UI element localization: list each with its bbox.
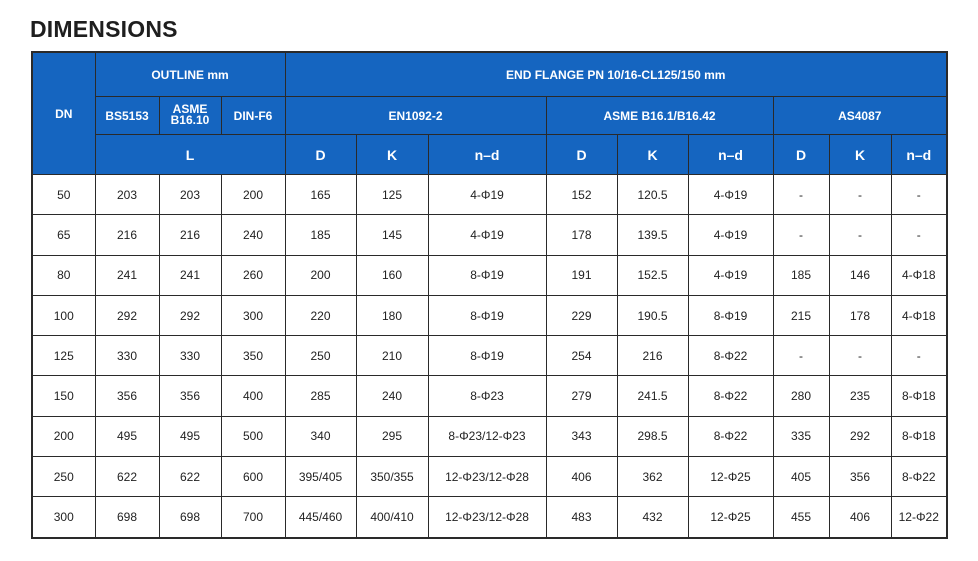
table-cell: 185 (773, 255, 829, 295)
table-cell: - (829, 336, 891, 376)
table-cell: 240 (356, 376, 428, 416)
table-cell: 125 (32, 336, 95, 376)
table-row (32, 175, 947, 215)
header-outline: OUTLINE mm (95, 52, 285, 97)
table-cell: 146 (829, 255, 891, 295)
table-cell: 292 (95, 295, 159, 335)
table-cell: 178 (546, 215, 617, 255)
table-cell: 8-Φ19 (688, 295, 773, 335)
table-cell: 200 (32, 416, 95, 456)
table-cell: 235 (829, 376, 891, 416)
table-cell: 12-Φ23/12-Φ28 (428, 457, 546, 497)
table-cell: 495 (95, 416, 159, 456)
table-cell: 8-Φ22 (688, 376, 773, 416)
header-as-nd: n–d (891, 135, 947, 175)
table-cell: 698 (95, 497, 159, 538)
table-cell: 483 (546, 497, 617, 538)
table-cell: 8-Φ18 (891, 416, 947, 456)
table-cell: 8-Φ18 (891, 376, 947, 416)
header-en-nd: n–d (428, 135, 546, 175)
table-header (32, 52, 947, 175)
table-cell: 4-Φ19 (688, 175, 773, 215)
table-row (32, 215, 947, 255)
table-cell: 250 (32, 457, 95, 497)
table-cell: 203 (95, 175, 159, 215)
table-cell: 150 (32, 376, 95, 416)
table-cell: 65 (32, 215, 95, 255)
table-cell: 12-Φ25 (688, 457, 773, 497)
header-asme-b16-10 (159, 97, 221, 135)
table-cell: 12-Φ23/12-Φ28 (428, 497, 546, 538)
table-cell: 362 (617, 457, 688, 497)
table-cell: 495 (159, 416, 221, 456)
table-cell: 145 (356, 215, 428, 255)
table-cell: 229 (546, 295, 617, 335)
table-cell: 700 (221, 497, 285, 538)
header-en1092-2: EN1092-2 (285, 97, 546, 135)
table-cell: 120.5 (617, 175, 688, 215)
header-asme-b16-1: ASME B16.1/B16.42 (546, 97, 773, 135)
table-cell: 4-Φ18 (891, 255, 947, 295)
table-cell: 280 (773, 376, 829, 416)
table-row (32, 457, 947, 497)
table-row (32, 416, 947, 456)
table-cell: 125 (356, 175, 428, 215)
table-cell: 160 (356, 255, 428, 295)
table-cell: 4-Φ18 (891, 295, 947, 335)
header-dn: DN (32, 52, 95, 175)
table-cell: 50 (32, 175, 95, 215)
table-cell: 292 (159, 295, 221, 335)
table-cell: 4-Φ19 (428, 215, 546, 255)
table-cell: 8-Φ22 (688, 416, 773, 456)
table-cell: 600 (221, 457, 285, 497)
table-body (32, 175, 947, 538)
table-cell: 330 (95, 336, 159, 376)
table-cell: 241 (95, 255, 159, 295)
table-cell: 340 (285, 416, 356, 456)
table-cell: 330 (159, 336, 221, 376)
table-cell: 250 (285, 336, 356, 376)
table-cell: - (891, 175, 947, 215)
table-cell: 152.5 (617, 255, 688, 295)
table-cell: 241 (159, 255, 221, 295)
header-end-flange: END FLANGE PN 10/16-CL125/150 mm (285, 52, 947, 97)
table-cell: - (773, 215, 829, 255)
table-cell: 178 (829, 295, 891, 335)
table-cell: 12-Φ25 (688, 497, 773, 538)
table-cell: 335 (773, 416, 829, 456)
table-cell: 8-Φ23 (428, 376, 546, 416)
table-cell: 8-Φ22 (688, 336, 773, 376)
table-cell: 395/405 (285, 457, 356, 497)
table-row (32, 295, 947, 335)
table-cell: 356 (829, 457, 891, 497)
table-cell: 12-Φ22 (891, 497, 947, 538)
header-asme-line1: ASME (172, 102, 208, 116)
header-asme-k: K (617, 135, 688, 175)
table-cell: 220 (285, 295, 356, 335)
table-cell: 254 (546, 336, 617, 376)
table-cell: 298.5 (617, 416, 688, 456)
table-cell: 622 (159, 457, 221, 497)
table-cell: - (891, 215, 947, 255)
table-cell: 203 (159, 175, 221, 215)
header-asme-line2: B16.10 (170, 113, 210, 127)
table-cell: 698 (159, 497, 221, 538)
table-cell: 292 (829, 416, 891, 456)
table-cell: 100 (32, 295, 95, 335)
table-cell: - (773, 336, 829, 376)
table-cell: 445/460 (285, 497, 356, 538)
table-cell: 300 (221, 295, 285, 335)
table-cell: 165 (285, 175, 356, 215)
dimensions-table (31, 51, 948, 539)
header-din-f6: DIN-F6 (221, 97, 285, 135)
table-cell: - (773, 175, 829, 215)
table-cell: 295 (356, 416, 428, 456)
table-cell: 350 (221, 336, 285, 376)
table-cell: 356 (95, 376, 159, 416)
table-cell: 8-Φ23/12-Φ23 (428, 416, 546, 456)
table-cell: 406 (829, 497, 891, 538)
table-cell: 350/355 (356, 457, 428, 497)
table-cell: 455 (773, 497, 829, 538)
table-cell: 285 (285, 376, 356, 416)
table-cell: 191 (546, 255, 617, 295)
table-cell: 400 (221, 376, 285, 416)
table-cell: 180 (356, 295, 428, 335)
header-en-d: D (285, 135, 356, 175)
header-en-k: K (356, 135, 428, 175)
table-cell: 216 (95, 215, 159, 255)
table-cell: - (829, 175, 891, 215)
header-asme-nd: n–d (688, 135, 773, 175)
table-cell: 400/410 (356, 497, 428, 538)
table-cell: 622 (95, 457, 159, 497)
table-cell: 185 (285, 215, 356, 255)
table-cell: 260 (221, 255, 285, 295)
table-cell: 4-Φ19 (428, 175, 546, 215)
table-cell: 356 (159, 376, 221, 416)
header-as4087: AS4087 (773, 97, 947, 135)
table-cell: 343 (546, 416, 617, 456)
table-cell: - (891, 336, 947, 376)
table-cell: 241.5 (617, 376, 688, 416)
header-asme-d: D (546, 135, 617, 175)
header-bs5153: BS5153 (95, 97, 159, 135)
table-cell: 432 (617, 497, 688, 538)
table-cell: 152 (546, 175, 617, 215)
table-row (32, 376, 947, 416)
table-row (32, 255, 947, 295)
table-cell: 8-Φ19 (428, 255, 546, 295)
table-cell: 215 (773, 295, 829, 335)
table-cell: 200 (221, 175, 285, 215)
table-row (32, 497, 947, 538)
table-cell: 210 (356, 336, 428, 376)
table-cell: 190.5 (617, 295, 688, 335)
table-cell: 139.5 (617, 215, 688, 255)
table-cell: 300 (32, 497, 95, 538)
table-cell: - (829, 215, 891, 255)
table-cell: 8-Φ19 (428, 295, 546, 335)
table-cell: 406 (546, 457, 617, 497)
table-cell: 8-Φ22 (891, 457, 947, 497)
page-title: DIMENSIONS (30, 16, 178, 42)
table-cell: 4-Φ19 (688, 215, 773, 255)
table-cell: 80 (32, 255, 95, 295)
table-cell: 216 (617, 336, 688, 376)
header-as-d: D (773, 135, 829, 175)
table-cell: 405 (773, 457, 829, 497)
table-cell: 240 (221, 215, 285, 255)
table-cell: 4-Φ19 (688, 255, 773, 295)
table-cell: 279 (546, 376, 617, 416)
table-cell: 8-Φ19 (428, 336, 546, 376)
table-cell: 216 (159, 215, 221, 255)
table-cell: 500 (221, 416, 285, 456)
table-row (32, 336, 947, 376)
header-as-k: K (829, 135, 891, 175)
table-cell: 200 (285, 255, 356, 295)
header-l: L (95, 135, 285, 175)
